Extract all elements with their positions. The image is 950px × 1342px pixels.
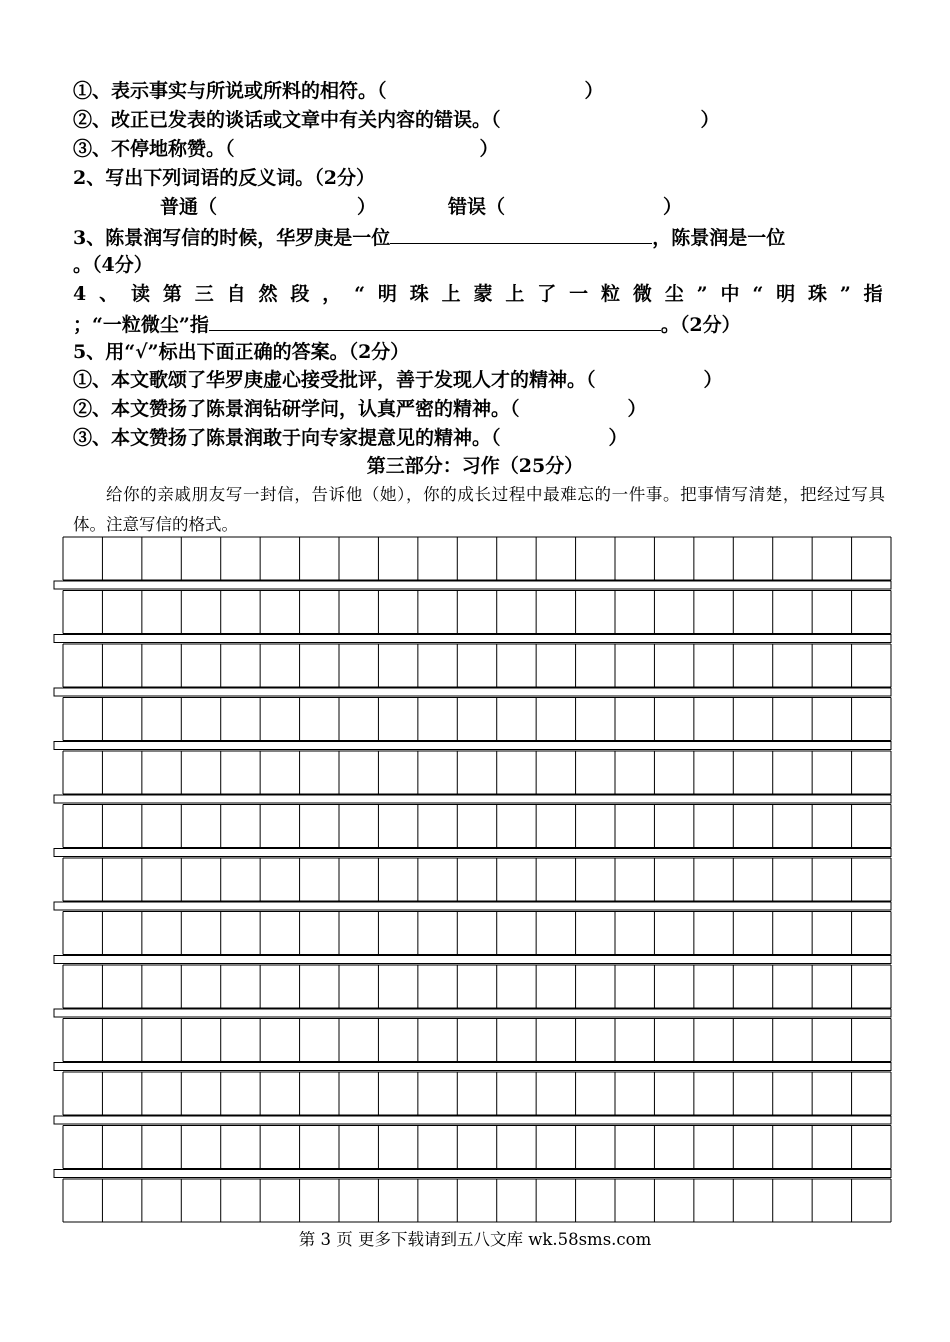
q5-option-2-close: ） (627, 398, 647, 420)
q4-part3: 。（2分） (660, 314, 741, 336)
q1-item-2-close: ） (700, 109, 720, 131)
q4-char: 中 (720, 283, 740, 305)
q4-char: 、 (99, 283, 119, 305)
q5-option-1-close: ） (703, 369, 723, 391)
writing-grid-row[interactable] (63, 1179, 891, 1222)
writing-grid-row[interactable] (54, 644, 891, 696)
q4-char: 读 (130, 283, 150, 305)
q2-word1-close: ） (357, 196, 377, 218)
q4-char: 尘 (664, 283, 684, 305)
writing-grid-row[interactable] (54, 751, 891, 803)
q4-part2: ；“一粒微尘”指 (73, 314, 209, 336)
q4-char: 珠 (807, 283, 827, 305)
q4-char: 一 (569, 283, 589, 305)
q4-char: 第 (162, 283, 182, 305)
q5-option-1-text: ①、本文歌颂了华罗庚虚心接受批评，善于发现人才的精神。（ (73, 369, 596, 391)
writing-grid-row[interactable] (54, 912, 891, 964)
q5-option-3-close: ） (608, 427, 628, 449)
writing-grid-row[interactable] (54, 591, 891, 643)
q4-char: 自 (226, 283, 246, 305)
q4-char: 上 (441, 283, 461, 305)
q5-option-2-text: ②、本文赞扬了陈景润钻研学问，认真严密的精神。（ (73, 398, 520, 420)
q1-item-1-text: ①、表示事实与所说或所料的相符。（ (73, 80, 387, 102)
q4-char: 蒙 (473, 283, 493, 305)
q4-char: 段 (290, 283, 310, 305)
q3-part3: 。（4分） (73, 254, 153, 276)
q5-stem: 5、用“√”标出下面正确的答案。（2分） (73, 341, 410, 363)
q1-item-1-close: ） (584, 80, 604, 102)
writing-grid-row[interactable] (54, 1126, 891, 1178)
q2-word2-close: ） (663, 196, 683, 218)
q4-char: 三 (194, 283, 214, 305)
q4-char: 粒 (601, 283, 621, 305)
q4-char: 明 (377, 283, 397, 305)
q1-item-3-close: ） (479, 138, 499, 160)
q1-item-3-text: ③、不停地称赞。（ (73, 138, 235, 160)
writing-grid-row[interactable] (54, 805, 891, 857)
writing-grid-row[interactable] (54, 698, 891, 750)
writing-grid-row[interactable] (54, 965, 891, 1017)
q4-char: 上 (505, 283, 525, 305)
writing-grid-row[interactable] (54, 537, 891, 589)
q2-stem: 2、写出下列词语的反义词。（2分） (73, 167, 375, 189)
q2-word1: 普通（ (160, 196, 218, 218)
q5-option-3-text: ③、本文赞扬了陈景润敢于向专家提意见的精神。（ (73, 427, 501, 449)
q4-char: 明 (776, 283, 796, 305)
q4-char: “ (752, 283, 764, 305)
writing-grid-row[interactable] (54, 1072, 891, 1124)
q4-char: 珠 (409, 283, 429, 305)
q4-char: 然 (258, 283, 278, 305)
section-3-title: 第三部分：习作（25分） (366, 455, 584, 477)
q4-char: 4 (73, 283, 87, 305)
q2-word2: 错误（ (448, 196, 506, 218)
composition-prompt: 给你的亲戚朋友写一封信，告诉他（她），你的成长过程中最难忘的一件事。把事情写清楚，把经过写具体。注意写信的格式。 (73, 485, 885, 534)
writing-grid-row[interactable] (54, 1019, 891, 1071)
q4-char: “ (354, 283, 366, 305)
q4-char: ， (322, 283, 342, 305)
q4-char: ” (839, 283, 851, 305)
q4-char: 指 (863, 283, 883, 305)
q4-char: 微 (632, 283, 652, 305)
q3-part2: ，陈景润是一位 (652, 227, 786, 249)
q4-char: ” (696, 283, 708, 305)
page-footer: 第 3 页 更多下载请到五八文库 wk.58sms.com (298, 1230, 652, 1249)
q1-item-2-text: ②、改正已发表的谈话或文章中有关内容的错误。（ (73, 109, 501, 131)
q3-part1: 3、陈景润写信的时候，华罗庚是一位 (73, 227, 391, 249)
q4-char: 了 (537, 283, 557, 305)
writing-grid-row[interactable] (54, 858, 891, 910)
